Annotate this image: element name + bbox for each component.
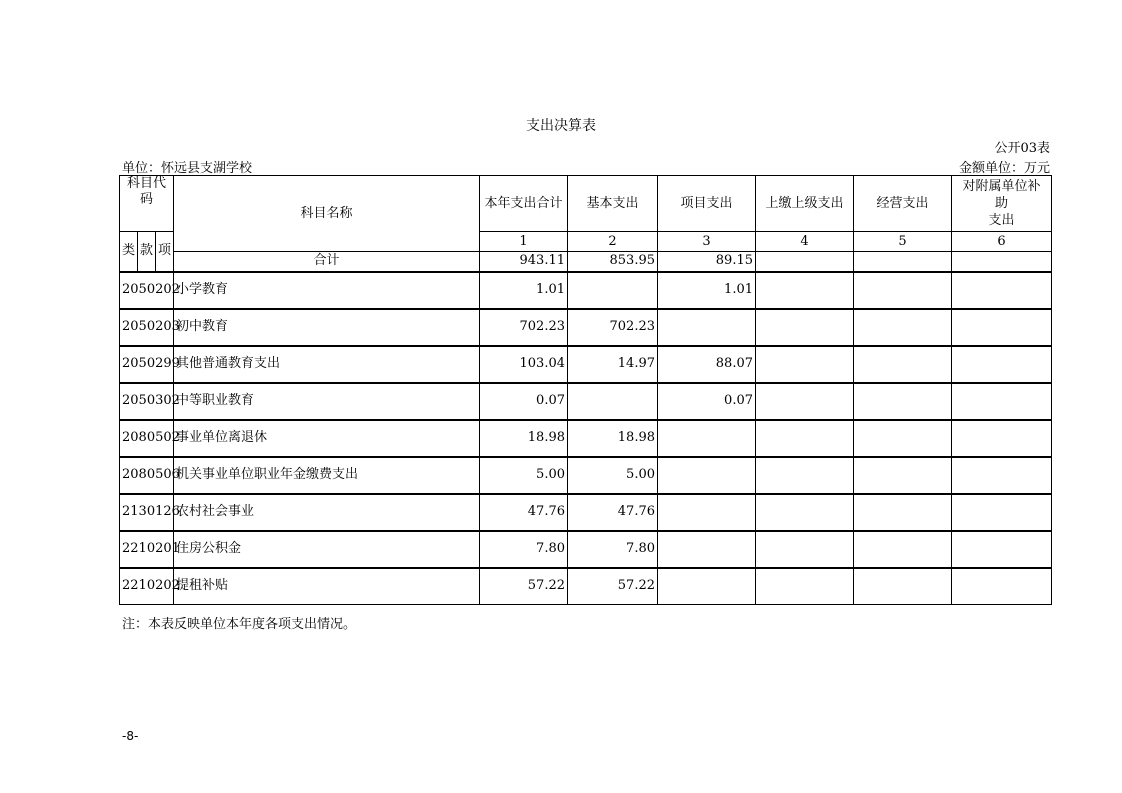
code-header-part: 科 [126,176,140,191]
table-row [120,346,1052,383]
subject-name-header: 科目名称 [174,176,480,252]
table-row [120,568,1052,605]
table-row [120,531,1052,568]
table-row [120,494,1052,531]
value-cell [952,309,1052,346]
value-cell [952,383,1052,420]
value-cell [756,494,854,531]
subject-name: 初中教育 [174,309,480,346]
value-cell [952,420,1052,457]
code-lei-header: 类 [120,232,138,272]
col6-header-line: 支出 [988,213,1015,228]
expenditure-table [119,175,1052,605]
value-cell [952,272,1052,309]
value-cell: 18.98 [568,420,658,457]
col3-header: 项目支出 [658,176,756,232]
value-cell [756,568,854,605]
value-cell [952,346,1052,383]
subject-code: 2210201 [120,531,174,568]
value-cell: 702.23 [568,309,658,346]
value-cell [756,457,854,494]
value-cell [854,309,952,346]
value-cell [658,568,756,605]
header-row [120,176,1052,232]
subject-name: 农村社会事业 [174,494,480,531]
value-cell [854,383,952,420]
value-cell [854,494,952,531]
page-title: 支出决算表 [526,118,596,134]
value-cell [952,531,1052,568]
subject-code: 2210202 [120,568,174,605]
value-cell [658,309,756,346]
value-cell [756,309,854,346]
value-cell: 103.04 [480,346,568,383]
value-cell [756,420,854,457]
code-header-part: 码 [139,192,153,207]
value-cell [952,568,1052,605]
subject-code: 2050203 [120,309,174,346]
code-kuan-header: 款 [138,232,156,272]
value-cell [756,531,854,568]
value-cell: 1.01 [480,272,568,309]
index-cell: 2 [568,232,658,252]
value-cell [952,494,1052,531]
col4-header: 上缴上级支出 [756,176,854,232]
table-row [120,457,1052,494]
col6-header-line: 对附属单位补 [962,179,1041,194]
value-cell: 7.80 [568,531,658,568]
value-cell: 47.76 [568,494,658,531]
total-value [756,252,854,272]
subject-code: 2080506 [120,457,174,494]
col1-header: 本年支出合计 [480,176,568,232]
value-cell: 57.22 [568,568,658,605]
col5-header: 经营支出 [854,176,952,232]
value-cell [658,420,756,457]
form-number: 公开03表 [994,141,1050,156]
value-cell: 18.98 [480,420,568,457]
value-cell [854,272,952,309]
subject-name: 提租补贴 [174,568,480,605]
total-value: 89.15 [658,252,756,272]
subject-name: 小学教育 [174,272,480,309]
value-cell: 702.23 [480,309,568,346]
total-label: 合计 [174,252,480,272]
subject-name: 机关事业单位职业年金缴费支出 [174,457,480,494]
value-cell [756,272,854,309]
value-cell: 0.07 [658,383,756,420]
total-row [120,252,1052,272]
value-cell [854,457,952,494]
value-cell [854,346,952,383]
table-row [120,309,1052,346]
col6-header-line: 助 [994,196,1008,211]
index-cell: 6 [952,232,1052,252]
col6-header [952,176,1052,232]
total-value [854,252,952,272]
code-xiang-header: 项 [156,232,174,272]
code-header-part: 目代 [140,176,167,191]
value-cell: 47.76 [480,494,568,531]
value-cell: 14.97 [568,346,658,383]
subject-code: 2050299 [120,346,174,383]
value-cell [952,457,1052,494]
value-cell: 5.00 [568,457,658,494]
value-cell: 57.22 [480,568,568,605]
total-value: 943.11 [480,252,568,272]
value-cell [658,494,756,531]
page-number: -8- [122,729,139,743]
subject-code-header [120,176,174,232]
table-row [120,272,1052,309]
value-cell [756,346,854,383]
table-row [120,420,1052,457]
total-value [952,252,1052,272]
subject-name: 其他普通教育支出 [174,346,480,383]
value-cell [658,457,756,494]
value-cell [854,420,952,457]
subject-code: 2050202 [120,272,174,309]
amount-unit: 金额单位：万元 [958,161,1050,176]
index-cell: 1 [480,232,568,252]
index-cell: 4 [756,232,854,252]
col2-header: 基本支出 [568,176,658,232]
index-cell: 5 [854,232,952,252]
table-row [120,383,1052,420]
value-cell: 0.07 [480,383,568,420]
value-cell: 1.01 [658,272,756,309]
subject-code: 2130126 [120,494,174,531]
index-cell: 3 [658,232,756,252]
subject-name: 住房公积金 [174,531,480,568]
value-cell [568,383,658,420]
subject-name: 事业单位离退休 [174,420,480,457]
value-cell [854,568,952,605]
table-note: 注：本表反映单位本年度各项支出情况。 [122,617,357,632]
value-cell [658,531,756,568]
unit-label: 单位：怀远县支湖学校 [122,161,253,176]
value-cell: 7.80 [480,531,568,568]
subject-code: 2080502 [120,420,174,457]
value-cell [854,531,952,568]
value-cell: 88.07 [658,346,756,383]
value-cell [568,272,658,309]
total-value: 853.95 [568,252,658,272]
subject-code: 2050302 [120,383,174,420]
value-cell: 5.00 [480,457,568,494]
value-cell [756,383,854,420]
subject-name: 中等职业教育 [174,383,480,420]
